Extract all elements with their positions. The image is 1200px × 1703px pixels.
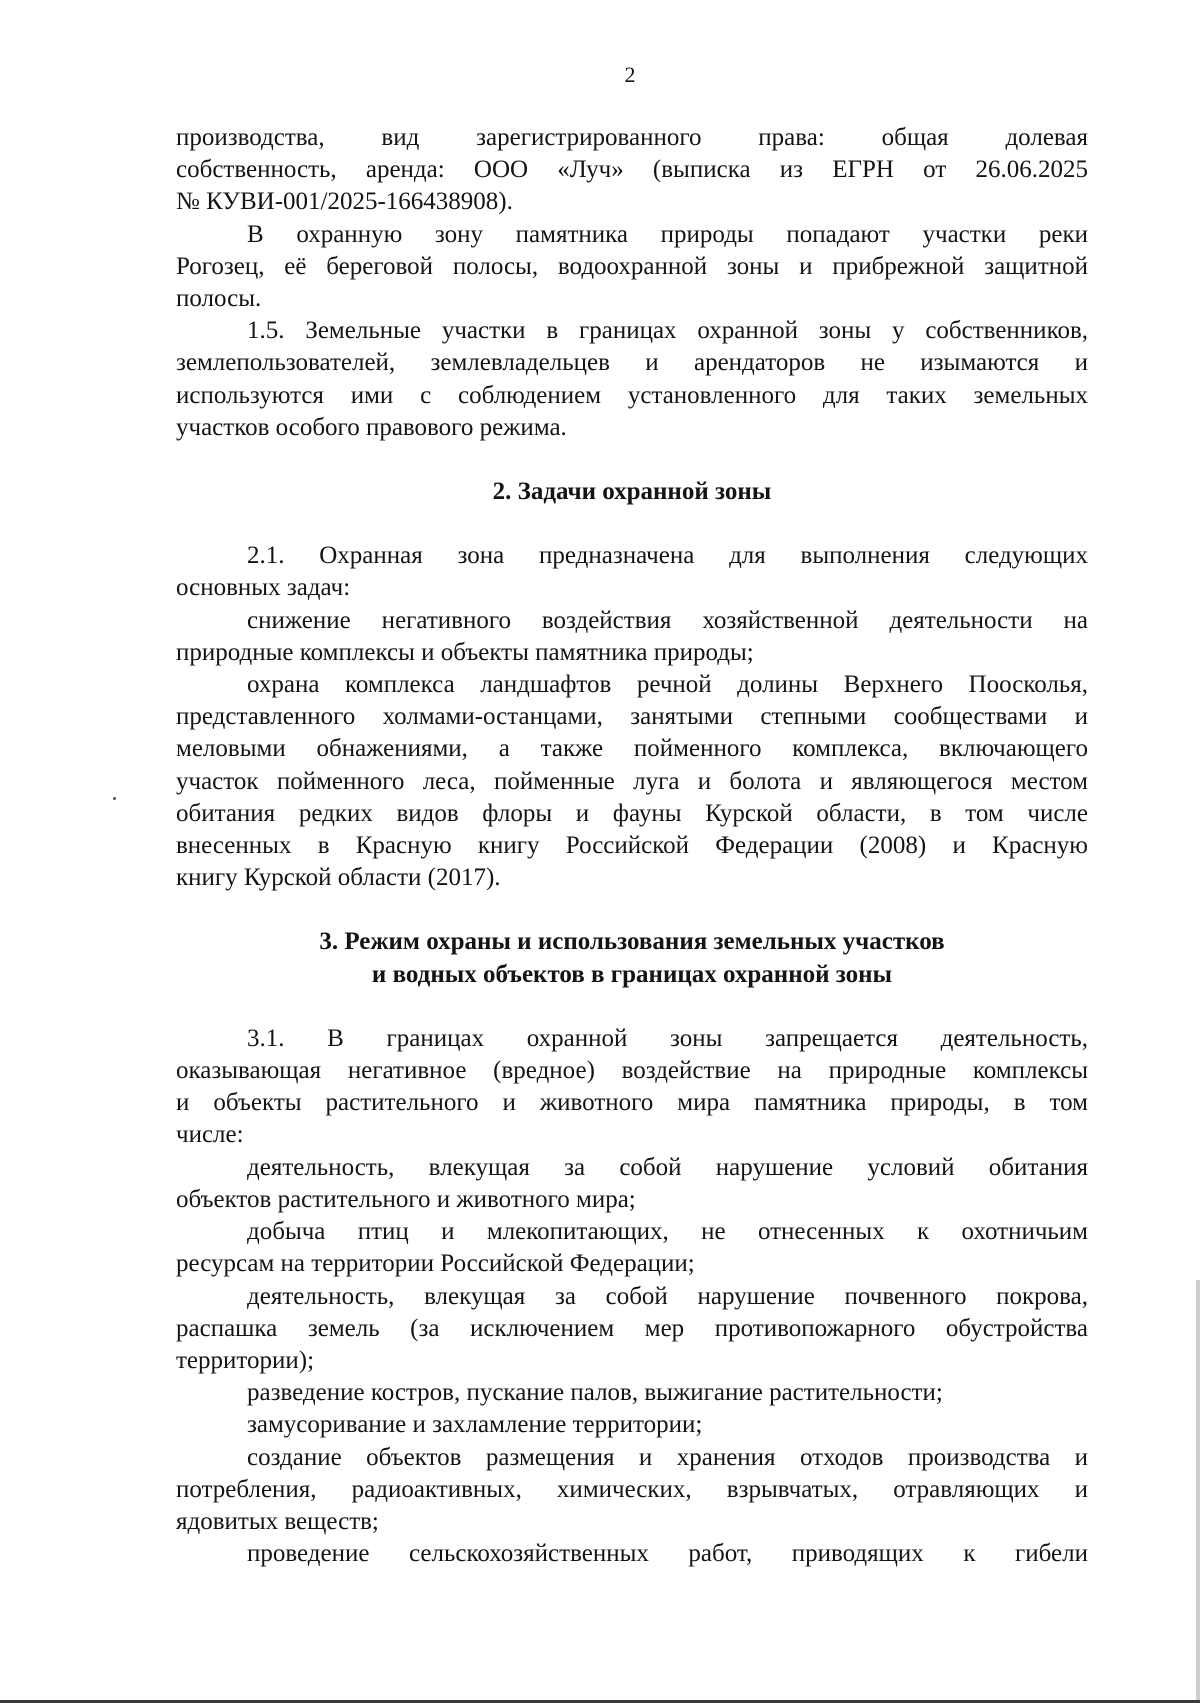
paragraph-prohibition-6 (176, 1442, 1088, 1539)
text-line: создание объектов размещения и хранения отходов производства и (247, 1443, 1088, 1471)
text-line: участок пойменного леса, пойменные луга и болота и являющегося местом (176, 767, 1088, 795)
paragraph-prohibition-7 (176, 1538, 1088, 1570)
paragraph-prohibition-4 (176, 1377, 1088, 1409)
text-line: ядовитых веществ; (176, 1507, 379, 1535)
paragraph-river-areas (176, 219, 1088, 316)
section-heading-3-line-1: 3. Режим охраны и использования земельных участков (319, 928, 945, 956)
page-number: 2 (624, 62, 636, 87)
section-heading-3 (176, 926, 1088, 990)
paragraph-prohibition-5 (176, 1409, 1088, 1441)
text-line: производства, вид зарегистрированного права: общая долевая (176, 124, 1088, 151)
text-line: территории); (176, 1346, 315, 1374)
text-line: В охранную зону памятника природы попадают участки реки (247, 220, 1088, 248)
text-line: деятельность, влекущая за собой нарушение почвенного покрова, (247, 1282, 1088, 1310)
paragraph-ownership (176, 122, 1088, 219)
text-line: полосы. (176, 285, 262, 313)
text-line: снижение негативного воздействия хозяйственной деятельности на (247, 606, 1088, 634)
text-line: потребления, радиоактивных, химических, взрывчатых, отравляющих и (176, 1475, 1088, 1503)
text-line: оказывающая негативное (вредное) воздействие на природные комплексы (176, 1057, 1088, 1085)
scan-shadow-right (1196, 1280, 1200, 1703)
scan-speck (113, 797, 116, 800)
text-line: объектов растительного и животного мира; (176, 1185, 636, 1213)
document-body (176, 122, 1088, 1570)
text-line: добыча птиц и млекопитающих, не отнесенных к охотничьим (247, 1218, 1088, 1246)
text-line: Рогозец, её береговой полосы, водоохранной зоны и прибрежной защитной (176, 252, 1088, 280)
text-line: и объекты растительного и животного мира памятника природы, в том (176, 1089, 1088, 1117)
paragraph-1-5 (176, 315, 1088, 444)
text-line: природные комплексы и объекты памятника природы; (176, 638, 754, 666)
section-heading-3-line-2: и водных объектов в границах охранной зоны (371, 960, 893, 988)
paragraph-prohibition-2 (176, 1216, 1088, 1280)
text-line: № КУВИ-001/2025-166438908). (176, 188, 513, 216)
text-line: 1.5. Земельные участки в границах охранной зоны у собственников, (247, 317, 1088, 345)
text-line: используются ими с соблюдением установленного для таких земельных (176, 381, 1088, 409)
paragraph-prohibition-3 (176, 1281, 1088, 1378)
text-line: проведение сельскохозяйственных работ, приводящих к гибели (247, 1540, 1088, 1568)
text-line: разведение костров, пускание палов, выжигание растительности; (247, 1379, 943, 1407)
text-line: основных задач: (176, 574, 351, 602)
text-line: числе: (176, 1121, 244, 1149)
text-line: представленного холмами-останцами, занятыми степными сообществами и (176, 703, 1088, 731)
paragraph-task-1 (176, 605, 1088, 669)
text-line: книгу Курской области (2017). (176, 864, 501, 892)
paragraph-prohibition-1 (176, 1152, 1088, 1216)
text-line: охрана комплекса ландшафтов речной долины Верхнего Поосколья, (247, 671, 1088, 699)
text-line: ресурсам на территории Российской Федерации; (176, 1250, 695, 1278)
text-line: землепользователей, землевладельцев и арендаторов не изымаются и (176, 349, 1088, 377)
text-line: распашка земель (за исключением мер противопожарного обустройства (176, 1314, 1088, 1342)
text-line: 3.1. В границах охранной зоны запрещается деятельность, (247, 1024, 1088, 1052)
text-line: деятельность, влекущая за собой нарушение условий обитания (247, 1153, 1088, 1181)
text-line: замусоривание и захламление территории; (247, 1411, 703, 1439)
text-line: внесенных в Красную книгу Российской Федерации (2008) и Красную (176, 832, 1088, 860)
text-line: собственность, аренда: ООО «Луч» (выписка из ЕГРН от 26.06.2025 (176, 156, 1088, 184)
text-line: обитания редких видов флоры и фауны Курской области, в том числе (176, 799, 1088, 827)
paragraph-3-1 (176, 1023, 1088, 1152)
paragraph-2-1 (176, 540, 1088, 604)
paragraph-task-2 (176, 669, 1088, 894)
text-line: 2.1. Охранная зона предназначена для выполнения следующих (247, 542, 1088, 570)
text-line: участков особого правового режима. (176, 413, 567, 441)
text-line: меловыми обнажениями, а также пойменного комплекса, включающего (176, 735, 1088, 763)
section-heading-2: 2. Задачи охранной зоны (492, 478, 772, 506)
